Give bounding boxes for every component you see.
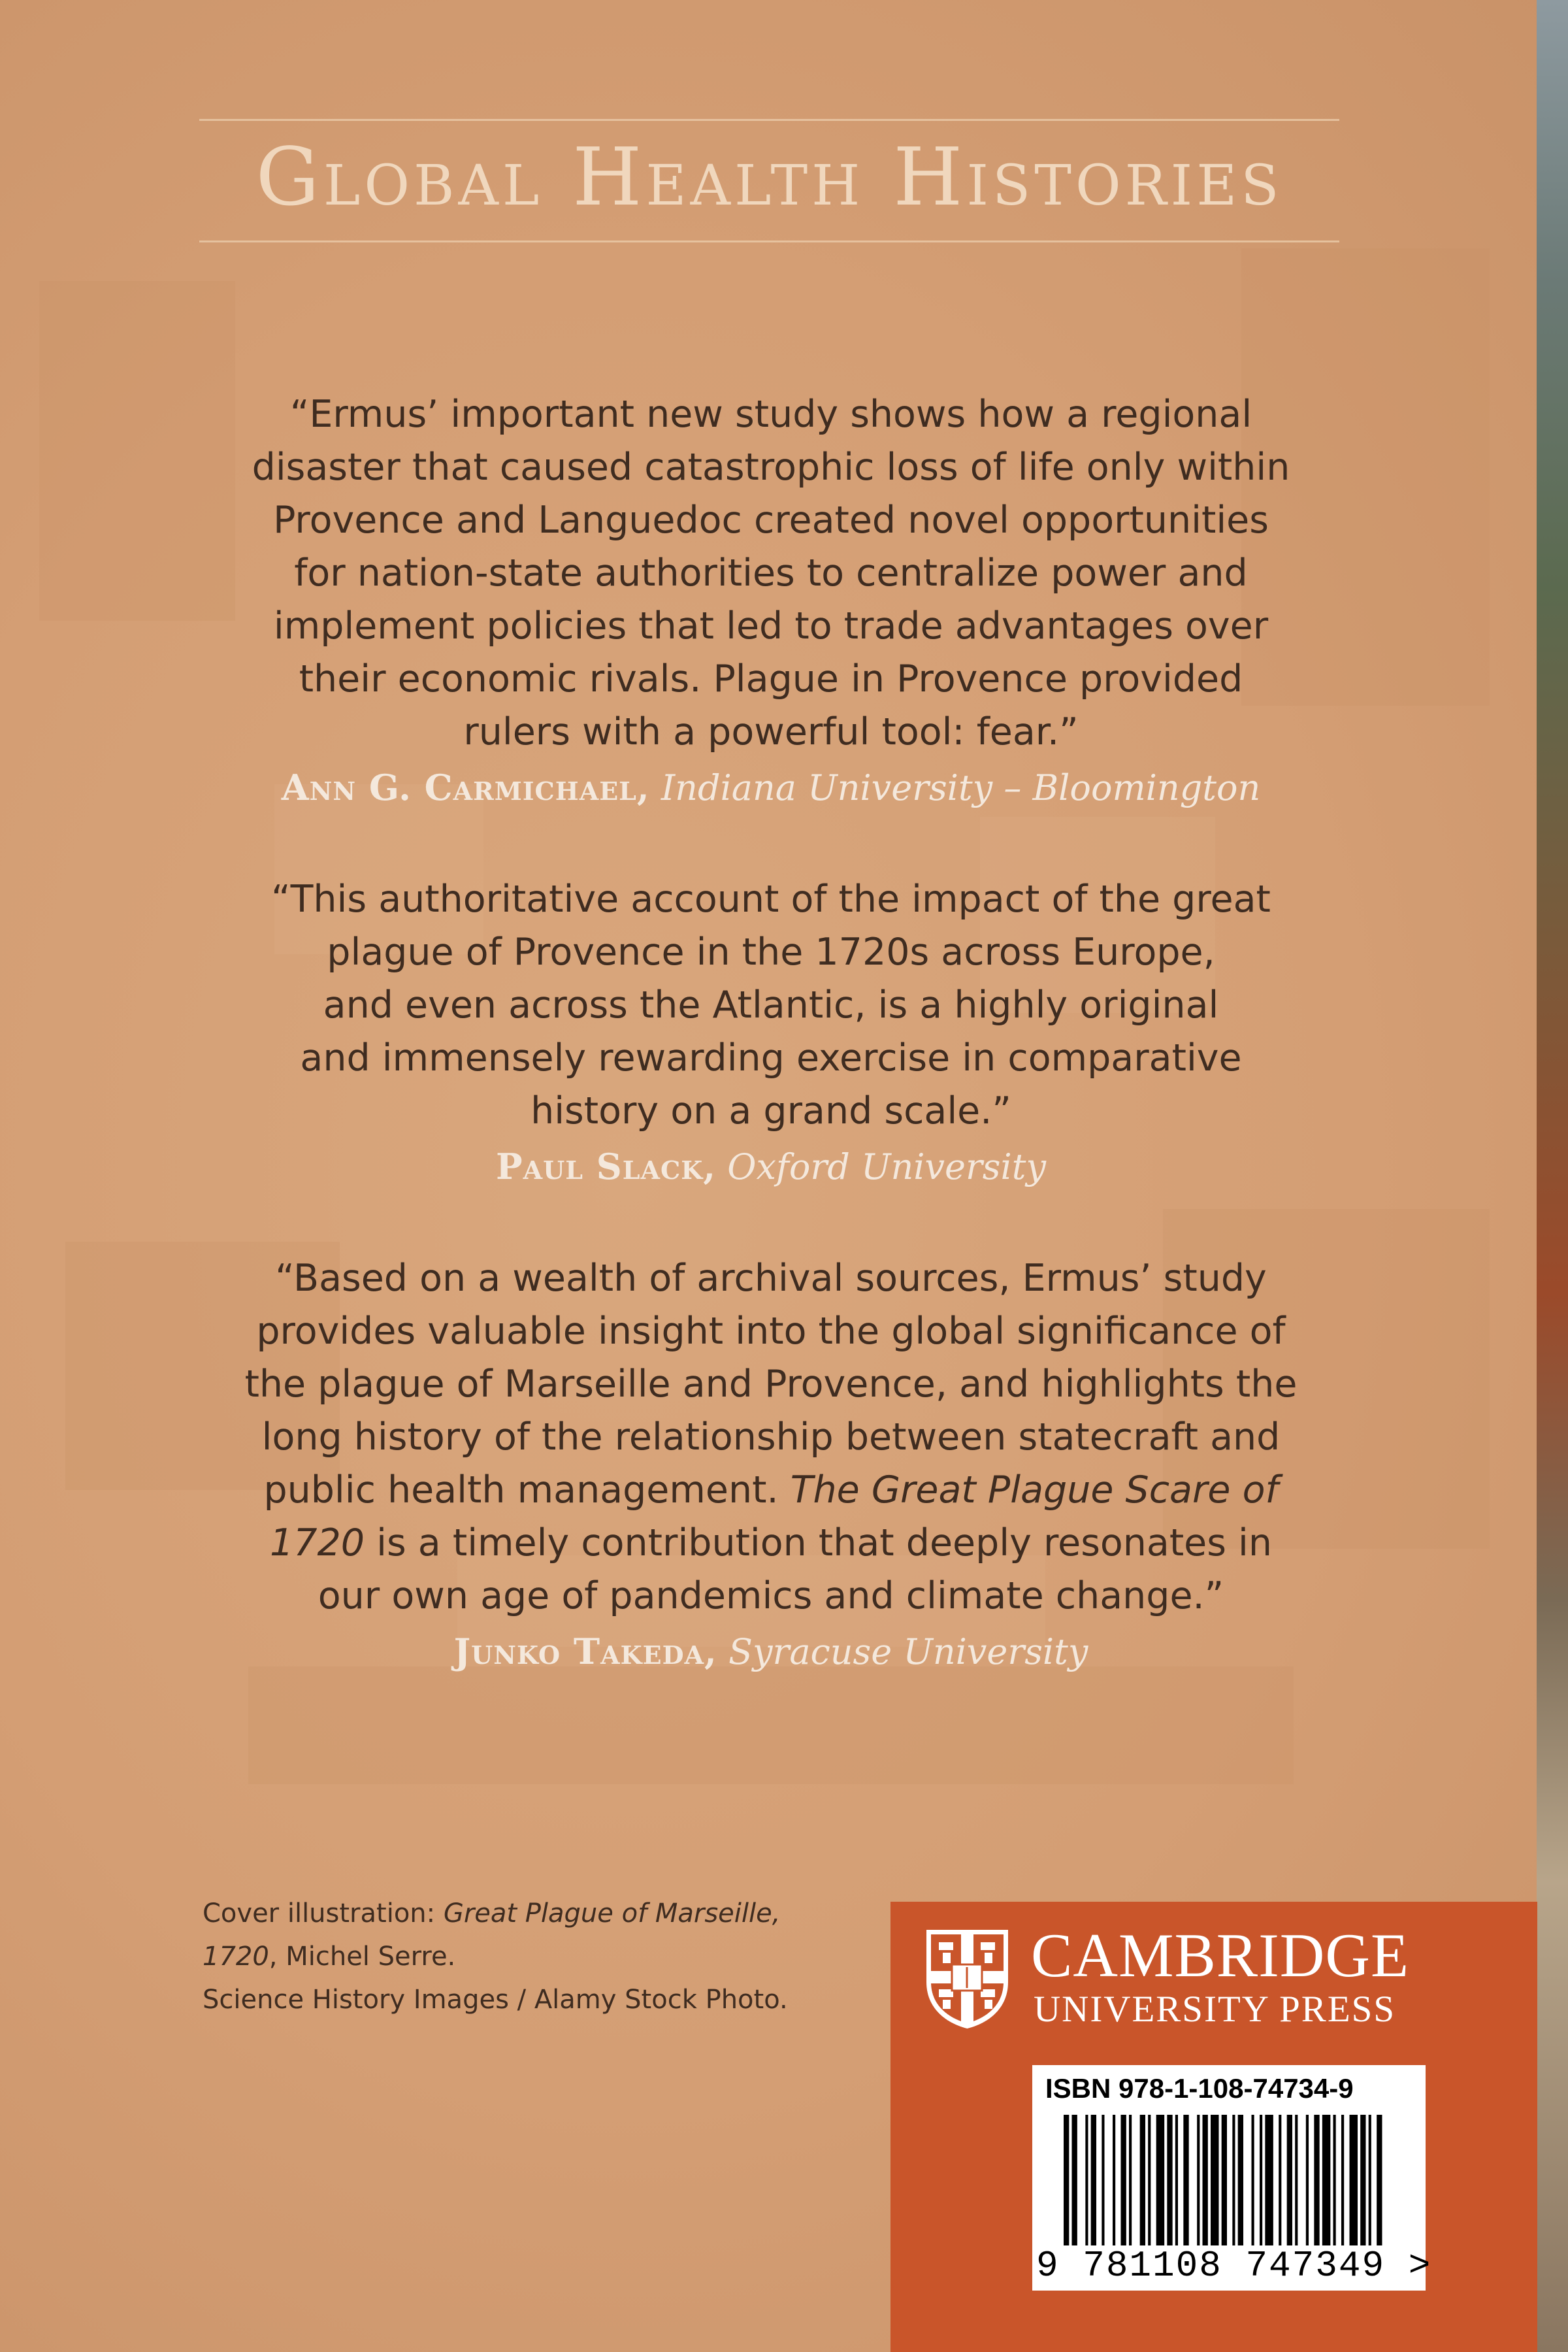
barcode-bar	[1167, 2115, 1172, 2245]
barcode-bar	[1183, 2115, 1188, 2245]
barcode-bar	[1232, 2115, 1235, 2245]
reviewer-name: Ann G. Carmichael,	[281, 767, 650, 808]
publisher-block	[890, 1902, 1537, 2352]
quote-text: “This authoritative account of the impact of the great plague of Provence in the 1720s across Europe, and even across the Atlantic, is a highly original and immensely rewarding exercise in comparative history on a grand scale.”	[271, 878, 1271, 1133]
credit-year: 1720	[203, 1942, 269, 1972]
review-quote-1	[183, 388, 1359, 808]
isbn-label: ISBN 978-1-108-74734-9	[1045, 2073, 1354, 2104]
quote-text: “Ermus’ important new study shows how a regional disaster that caused catastrophic loss of life only within Provence and Languedoc created novel opportunities for nation-state authorities to centralize power and implement policies that led to trade advantages over their economic rivals. Plague in Provence provided rulers with a powerful tool: fear.”	[252, 393, 1290, 754]
barcode-bar	[1377, 2115, 1382, 2245]
barcode-bar	[1238, 2115, 1243, 2245]
barcode-bar	[1140, 2115, 1145, 2245]
reviewer-affiliation: Oxford University	[727, 1146, 1046, 1187]
book-title-italic: The Great Plague Scare of 1720	[269, 1468, 1279, 1565]
quote-text-part: is a timely contribution that deeply resonates in our own age of pandemics and climate change.”	[318, 1521, 1273, 1617]
barcode-bar	[1350, 2115, 1358, 2245]
barcode-bar	[1369, 2115, 1371, 2245]
credit-prefix: Cover illustration:	[203, 1898, 444, 1929]
credit-title: Great Plague of Marseille,	[443, 1898, 781, 1929]
barcode-bar	[1260, 2115, 1262, 2245]
review-quote-3	[183, 1252, 1359, 1672]
quote-text	[183, 1252, 1359, 1623]
barcode-bar	[1064, 2115, 1069, 2245]
barcode-bar	[1203, 2115, 1208, 2245]
barcode-bar	[1197, 2115, 1200, 2245]
barcode-bar	[1085, 2115, 1088, 2245]
series-rule-top	[199, 119, 1339, 121]
credit-line-1	[203, 1892, 856, 1935]
cover-illustration-credit	[203, 1892, 856, 2021]
review-quote-2	[183, 873, 1359, 1187]
reviewer-name: Junko Takeda,	[453, 1631, 717, 1672]
credit-artist: , Michel Serre.	[269, 1942, 456, 1972]
series-title: Global Health Histories	[255, 131, 1283, 224]
series-rule-bottom	[199, 240, 1339, 242]
barcode-bar	[1279, 2115, 1281, 2245]
barcode-bar	[1252, 2115, 1254, 2245]
barcode-bar	[1333, 2115, 1336, 2245]
barcode-bar	[1322, 2115, 1331, 2245]
cover-painting-edge	[1537, 0, 1568, 2352]
credit-line-2	[203, 1935, 856, 1978]
barcode-icon	[1064, 2115, 1390, 2245]
barcode-digits: 9 781108 747349 >	[1036, 2245, 1432, 2287]
reviewer-name: Paul Slack,	[496, 1146, 717, 1187]
barcode-bar	[1211, 2115, 1219, 2245]
barcode-bar	[1113, 2115, 1115, 2245]
barcode-bar	[1091, 2115, 1096, 2245]
quote-attribution	[183, 1146, 1359, 1187]
barcode-bar	[1314, 2115, 1319, 2245]
reviewer-affiliation: Syracuse University	[728, 1631, 1088, 1672]
cambridge-crest-icon	[923, 1927, 1011, 2031]
quote-attribution	[183, 1631, 1359, 1672]
barcode-bar	[1222, 2115, 1227, 2245]
publisher-name	[1031, 1923, 1409, 2031]
quote-text-part: “Based on a wealth of archival sources, Ermus’ study provides valuable insight into the global significance of the plague of Marseille and Provence, and highlights the long history of the relationship between statecraft and public health management.	[244, 1257, 1298, 1512]
barcode-bar	[1287, 2115, 1292, 2245]
quote-attribution	[183, 767, 1359, 808]
barcode-bar	[1072, 2115, 1077, 2245]
barcode-bar	[1295, 2115, 1298, 2245]
barcode-bar	[1121, 2115, 1126, 2245]
isbn-barcode	[1032, 2065, 1432, 2291]
credit-line-3: Science History Images / Alamy Stock Photo.	[203, 1985, 788, 2015]
barcode-bar	[1306, 2115, 1309, 2245]
barcode-bar	[1148, 2115, 1151, 2245]
publisher-name-line-1: CAMBRIDGE	[1031, 1921, 1410, 1990]
barcode-bar	[1265, 2115, 1273, 2245]
barcode-bar	[1175, 2115, 1178, 2245]
barcode-bar	[1129, 2115, 1132, 2245]
reviewer-affiliation: Indiana University – Bloomington	[661, 767, 1261, 808]
barcode-bar	[1102, 2115, 1104, 2245]
publisher-name-line-2: UNIVERSITY PRESS	[1034, 1989, 1396, 2030]
barcode-bar	[1341, 2115, 1344, 2245]
barcode-bar	[1156, 2115, 1165, 2245]
barcode-bar	[1360, 2115, 1365, 2245]
